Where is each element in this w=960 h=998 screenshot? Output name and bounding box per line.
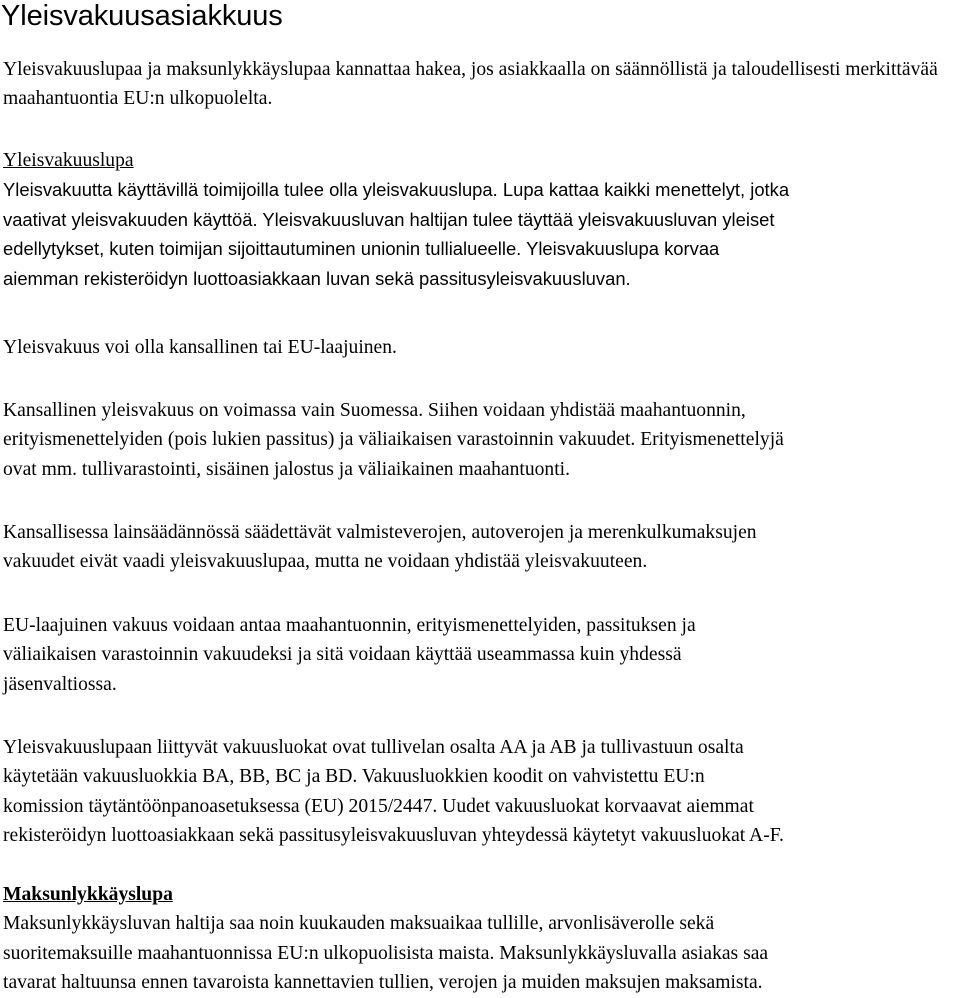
text-line: vakuudet eivät vaadi yleisvakuuslupaa, mutta ne voidaan yhdistää yleisvakuuteen.	[3, 551, 648, 573]
text-line: rekisteröidyn luottoasiakkaan sekä passitusyleisvakuusluvan yhteydessä käytetyt vakuusluokat A-F.	[3, 825, 784, 847]
text-line: käytetään vakuusluokkia BA, BB, BC ja BD. Vakuusluokkien koodit on vahvistettu EU:n	[3, 766, 705, 788]
section-maksunlykkayslupa	[3, 880, 958, 998]
text-line: väliaikaisen varastoinnin vakuudeksi ja sitä voidaan käyttää useammassa kuin yhdessä	[3, 644, 682, 666]
paragraph-national-or-eu: Yleisvakuus voi olla kansallinen tai EU-laajuinen.	[3, 337, 397, 358]
text-line: komission täytäntöönpanoasetuksessa (EU) 2015/2447. Uudet vakuusluokat korvaavat aiemmat	[3, 795, 754, 817]
text-line: jäsenvaltiossa.	[3, 673, 117, 695]
intro-paragraph: Yleisvakuuslupaa ja maksunlykkäyslupaa kannattaa hakea, jos asiakkaalla on säännöllistä ja taloudellisesti merkittävää maahantuontia EU:n ulkopuolelta.	[3, 59, 938, 110]
paragraph-legislation	[3, 518, 958, 577]
text-line: Kansallinen yleisvakuus on voimassa vain Suomessa. Siihen voidaan yhdistää maahantuonnin,	[3, 400, 746, 421]
text-line: EU-laajuinen vakuus voidaan antaa maahantuonnin, erityismenettelyiden, passituksen ja	[3, 615, 696, 636]
section-heading-yleisvakuuslupa: Yleisvakuuslupa	[3, 150, 134, 171]
text-line: Maksunlykkäysluvan haltija saa noin kuukauden maksuaikaa tullille, arvonlisäverolle sekä	[3, 913, 715, 935]
text-line: Kansallisessa lainsäädännössä säädettävät valmisteverojen, autoverojen ja merenkulkumaksujen	[3, 522, 757, 543]
paragraph-eu	[3, 611, 958, 699]
text-line: Yleisvakuutta käyttävillä toimijoilla tulee olla yleisvakuuslupa. Lupa kattaa kaikki menettelyt, jotka	[3, 179, 790, 201]
text-line: tavarat haltuunsa ennen tavaroista kannettavien tullien, verojen ja muiden maksujen maksamista.	[3, 972, 763, 994]
text-line: erityismenettelyiden (pois lukien passitus) ja väliaikaisen varastoinnin vakuudet. Erityismenettelyjä	[3, 429, 784, 451]
text-line: aiemman rekisteröidyn luottoasiakkaan luvan sekä passitusyleisvakuusluvan.	[3, 267, 631, 289]
paragraph-national	[3, 396, 958, 484]
page-title: Yleisvakuusasiakkuus	[1, 0, 283, 32]
text-line: vaativat yleisvakuuden käyttöä. Yleisvakuusluvan haltijan tulee täyttää yleisvakuusluvan yleiset	[3, 208, 775, 230]
section-heading-maksunlykkayslupa: Maksunlykkäyslupa	[3, 884, 173, 905]
section-yleisvakuuslupa	[3, 146, 958, 293]
text-line: ovat mm. tullivarastointi, sisäinen jalostus ja väliaikainen maahantuonti.	[3, 458, 571, 480]
text-line: edellytykset, kuten toimijan sijoittautuminen unionin tullialueelle. Yleisvakuuslupa korvaa	[3, 238, 720, 260]
text-line: Yleisvakuuslupaan liittyvät vakuusluokat ovat tullivelan osalta AA ja AB ja tullivastuun osalta	[3, 737, 744, 758]
text-line: suoritemaksuille maahantuonnissa EU:n ulkopuolisista maista. Maksunlykkäysluvalla asiakas saa	[3, 942, 769, 964]
paragraph-classes	[3, 733, 958, 851]
